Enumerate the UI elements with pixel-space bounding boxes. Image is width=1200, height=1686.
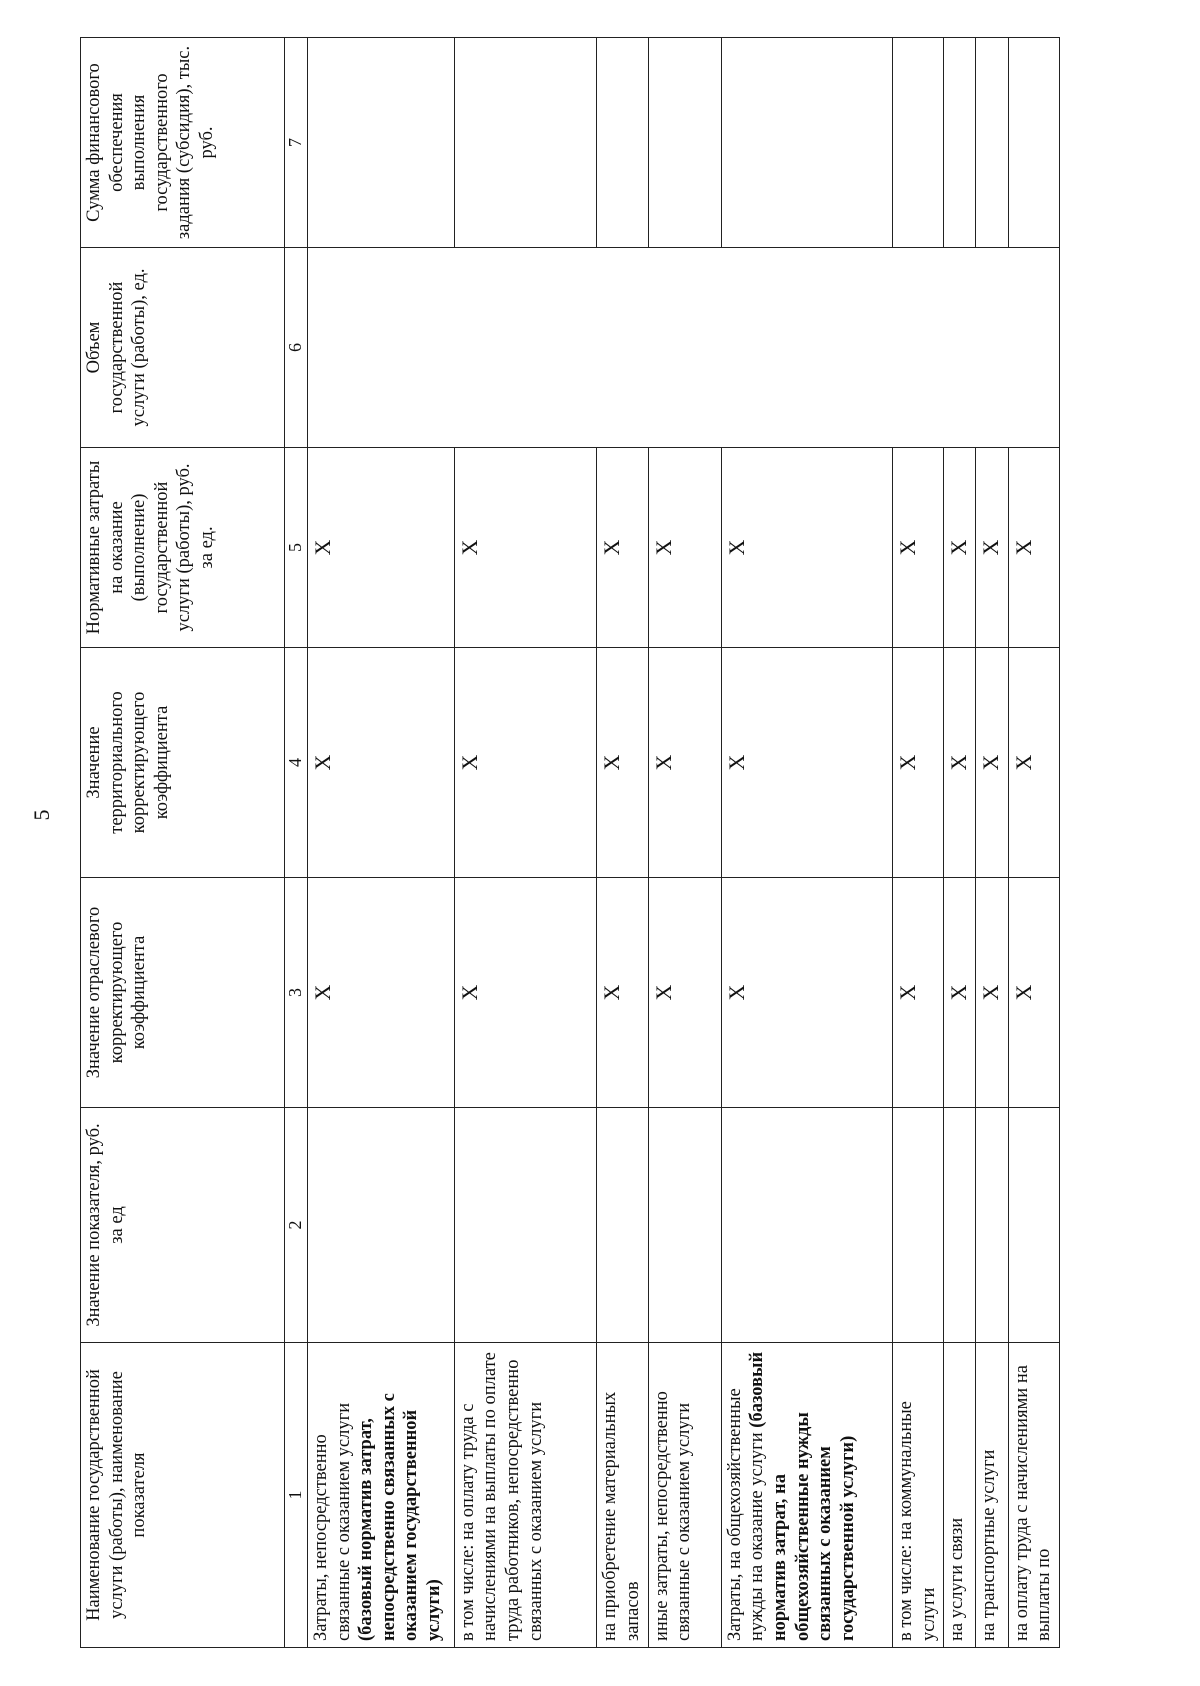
row-name: иные затраты, непосредственно связанные с оказанием услуги	[648, 1343, 721, 1648]
row-name: на оплату труда с начислениями на выплаты по	[1008, 1343, 1059, 1648]
col-number: 4	[284, 648, 307, 878]
header-col-5: Нормативные затраты на оказание (выполнение) государственной услуги (работы), руб. за ед.	[81, 448, 285, 648]
row-name: на транспортные услуги	[976, 1343, 1008, 1648]
mark-cell: X	[892, 448, 943, 648]
mark-cell: X	[1008, 648, 1059, 878]
mark-cell: X	[721, 878, 892, 1108]
mark-cell: X	[454, 448, 597, 648]
mark-cell: X	[721, 648, 892, 878]
mark-cell: X	[1008, 878, 1059, 1108]
col-number: 7	[284, 38, 307, 248]
col-number: 1	[284, 1343, 307, 1648]
value-cell	[597, 1108, 648, 1343]
row-name: на услуги связи	[944, 1343, 976, 1648]
header-col-3: Значение отраслевого корректирующего коэффициента	[81, 878, 285, 1108]
value-cell	[308, 1108, 455, 1343]
value-cell	[721, 1108, 892, 1343]
page-number: 5	[29, 809, 54, 821]
row-text: Затраты, непосредственно связанные с оказанием услуги	[311, 1402, 354, 1641]
header-col-1: Наименование государственной услуги (работы), наименование показателя	[81, 1343, 285, 1648]
value-cell	[648, 1108, 721, 1343]
row-name: на приобретение материальных запасов	[597, 1343, 648, 1648]
mark-cell: X	[976, 878, 1008, 1108]
mark-cell: X	[944, 878, 976, 1108]
mark-cell: X	[892, 648, 943, 878]
mark-cell: X	[976, 448, 1008, 648]
value-cell	[976, 1108, 1008, 1343]
mark-cell: X	[597, 648, 648, 878]
value-cell	[944, 1108, 976, 1343]
mark-cell: X	[944, 648, 976, 878]
sum-cell	[976, 38, 1008, 248]
row-name: в том числе: на коммунальные услуги	[892, 1343, 943, 1648]
sum-cell	[308, 38, 455, 248]
row-name: в том числе: на оплату труда с начислениями на выплаты по оплате труда работников, непосредственно связанных с оказанием услуги	[454, 1343, 597, 1648]
financing-table	[80, 37, 1060, 1648]
mark-cell: X	[648, 648, 721, 878]
mark-cell: X	[308, 878, 455, 1108]
header-col-6: Объем государственной услуги (работы), ед.	[81, 248, 285, 448]
sum-cell	[892, 38, 943, 248]
sum-cell	[648, 38, 721, 248]
mark-cell: X	[454, 648, 597, 878]
mark-cell: X	[1008, 448, 1059, 648]
mark-cell: X	[944, 448, 976, 648]
sum-cell	[454, 38, 597, 248]
header-col-7: Сумма финансового обеспечения выполнения государственного задания (субсидия), тыс. руб.	[81, 38, 285, 248]
mark-cell: X	[892, 878, 943, 1108]
sum-cell	[1008, 38, 1059, 248]
mark-cell: X	[308, 448, 455, 648]
mark-cell: X	[976, 648, 1008, 878]
sum-cell	[944, 38, 976, 248]
row-bold-text: (базовый норматив затрат, на общехозяйственные нужды связанных с оказанием государственной услуги)	[747, 1351, 858, 1641]
table-row	[308, 38, 455, 1648]
col-number: 5	[284, 448, 307, 648]
mark-cell: X	[454, 878, 597, 1108]
header-col-4: Значение территориального корректирующего коэффициента	[81, 648, 285, 878]
rotated-table-container	[80, 38, 1060, 1648]
col-number: 3	[284, 878, 307, 1108]
col-number: 6	[284, 248, 307, 448]
row-name	[308, 1343, 455, 1648]
value-cell	[454, 1108, 597, 1343]
header-col-2: Значение показателя, руб. за ед	[81, 1108, 285, 1343]
mark-cell: X	[597, 448, 648, 648]
row-text: Затраты, на общехозяйственные нужды на оказание услуги	[724, 1388, 768, 1641]
mark-cell: X	[308, 648, 455, 878]
mark-cell: X	[648, 878, 721, 1108]
volume-cell	[308, 248, 1060, 448]
mark-cell: X	[597, 878, 648, 1108]
value-cell	[892, 1108, 943, 1343]
mark-cell: X	[721, 448, 892, 648]
header-row	[81, 38, 285, 1648]
row-bold-text: (базовый норматив затрат, непосредственно связанных с оказанием государственной услуги)	[356, 1393, 444, 1641]
sum-cell	[597, 38, 648, 248]
row-name	[721, 1343, 892, 1648]
sum-cell	[721, 38, 892, 248]
mark-cell: X	[648, 448, 721, 648]
value-cell	[1008, 1108, 1059, 1343]
column-number-row	[284, 38, 307, 1648]
col-number: 2	[284, 1108, 307, 1343]
